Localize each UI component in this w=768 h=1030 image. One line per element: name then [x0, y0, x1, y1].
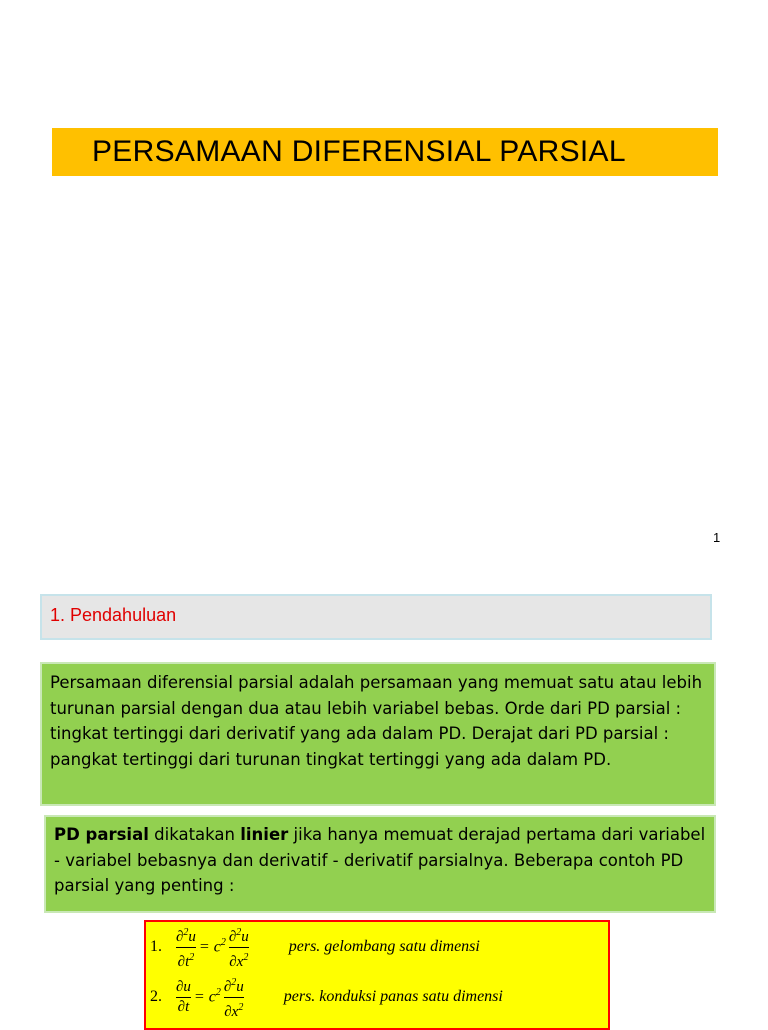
- text-segment-2: jika hanya memuat derajad pertama dari variabel - variabel bebasnya dan derivatif - derivatif parsialnya. Beberapa contoh PD parsial yang penting :: [54, 825, 706, 895]
- heat-lhs: $\frac{\partial u}{\partial t}$: [176, 978, 191, 1015]
- formula-box: [144, 920, 610, 1030]
- formula-description: pers. gelombang satu dimensi: [288, 938, 480, 955]
- slide-title-bar: [52, 128, 718, 176]
- slide-title: PERSAMAAN DIFERENSIAL PARSIAL: [92, 135, 626, 168]
- definition-box: [40, 662, 716, 806]
- heat-rhs: $\frac{\partial^2u}{\partial x^2}$: [223, 976, 244, 1020]
- equals-c2: = $c^2$: [193, 987, 221, 1006]
- section-header: [40, 594, 712, 640]
- definition-text: Persamaan diferensial parsial adalah persamaan yang memuat satu atau lebih turunan parsial dengan dua atau lebih variabel bebas. Orde dari PD parsial : tingkat tertinggi dari derivatif yang ada dalam PD. Derajat dari PD parsial : pangkat tertinggi dari turunan tingkat tertinggi yang ada dalam PD.: [50, 673, 703, 769]
- text-segment-1: dikatakan: [148, 825, 241, 844]
- equals-c2: = $c^2$: [198, 937, 226, 956]
- formula-row-heat: [150, 972, 503, 1022]
- formula-number: 1.: [150, 938, 162, 955]
- bold-pd-parsial: PD parsial: [54, 825, 149, 844]
- linear-pde-text: [54, 822, 706, 899]
- formula-row-wave: [150, 922, 480, 972]
- section-title: 1. Pendahuluan: [50, 605, 177, 625]
- linear-pde-box: [44, 815, 716, 913]
- wave-lhs: $\frac{\partial^2u}{\partial t^2}$: [176, 926, 196, 970]
- formula-number: 2.: [150, 988, 162, 1005]
- bold-linier: linier: [240, 825, 289, 844]
- page-number: 1: [713, 530, 721, 545]
- formula-description: pers. konduksi panas satu dimensi: [283, 988, 503, 1005]
- wave-rhs: $\frac{\partial^2u}{\partial x^2}$: [228, 926, 249, 970]
